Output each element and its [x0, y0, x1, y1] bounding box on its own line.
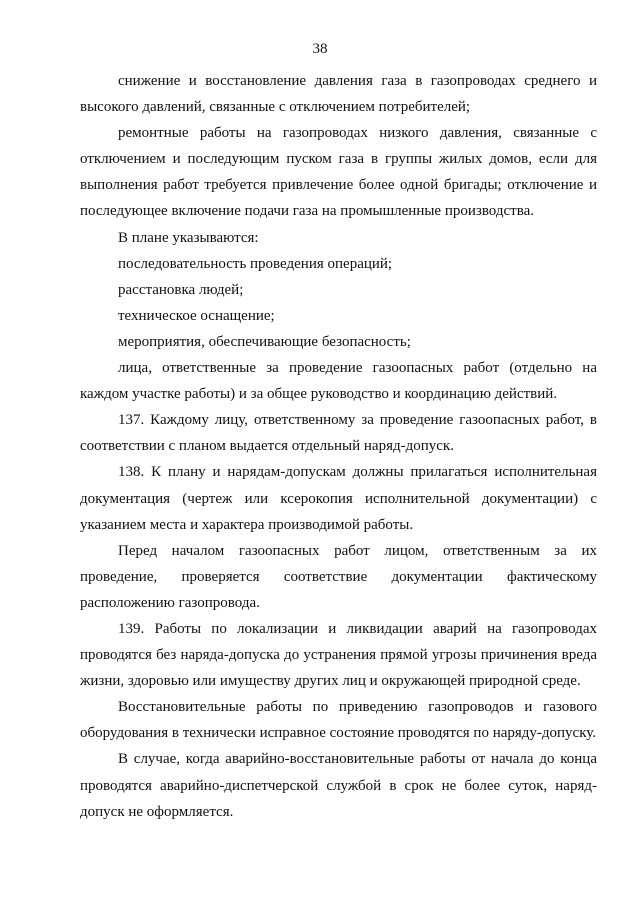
paragraph-139: 139. Работы по локализации и ликвидации аварий на газопроводах проводятся без наряда-допуска до устранения прямой угрозы причинения вреда жизни, здоровью или имуществу других лиц и окружающей природной среде.: [80, 620, 597, 690]
list-item-safety: мероприятия, обеспечивающие безопасность;: [118, 333, 411, 350]
list-item-equipment: техническое оснащение;: [118, 307, 275, 324]
paragraph-emergency-service: В случае, когда аварийно-восстановительные работы от начала до конца проводятся аварийно-диспетчерской службой в срок не более суток, наряд-допуск не оформляется.: [80, 751, 597, 820]
paragraph-pressure-restoration: снижение и восстановление давления газа в газопроводах среднего и высокого давлений, связанные с отключением потребителей;: [80, 73, 597, 116]
list-item-responsible-persons: лица, ответственные за проведение газоопасных работ (отдельно на каждом участке работы) и за общее руководство и координацию действий.: [80, 360, 597, 403]
list-item-people: расстановка людей;: [118, 281, 244, 298]
page-number: 38: [312, 41, 328, 57]
paragraph-137: 137. Каждому лицу, ответственному за проведение газоопасных работ, в соответствии с планом выдается отдельный наряд-допуск.: [80, 412, 597, 455]
paragraph-plan-intro: В плане указываются:: [118, 229, 259, 246]
list-item-sequence: последовательность проведения операций;: [118, 255, 393, 272]
document-body: [80, 68, 597, 825]
paragraph-low-pressure-repair: ремонтные работы на газопроводах низкого давления, связанные с отключением и последующим пуском газа в группы жилых домов, если для выполнения работ требуется привлечение более одной бригады; отключение и последующее включение подачи газа на промышленные производства.: [80, 125, 597, 220]
paragraph-138: 138. К плану и нарядам-допускам должны прилагаться исполнительная документация (чертеж или ксерокопия исполнительной документации) с указанием места и характера производимой работы.: [80, 464, 597, 533]
paragraph-before-work: Перед началом газоопасных работ лицом, ответственным за их проведение, проверяется соответствие документации фактическому расположению газопровода.: [80, 542, 597, 611]
paragraph-restoration-work: Восстановительные работы по приведению газопроводов и газового оборудования в технически исправное состояние проводятся по наряду-допуску.: [80, 699, 597, 742]
